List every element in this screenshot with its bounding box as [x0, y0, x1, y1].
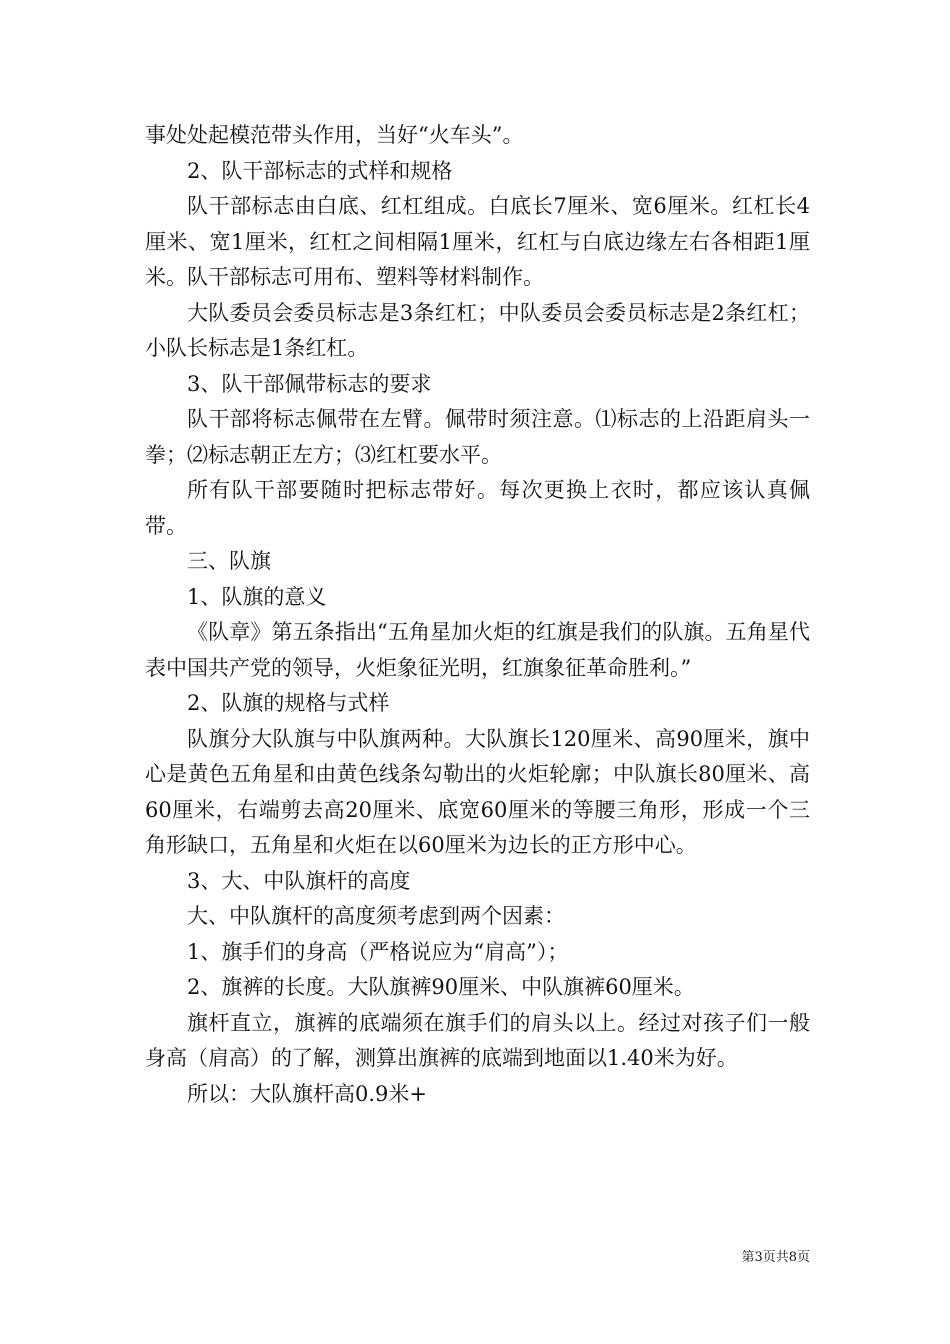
- document-body: [145, 118, 810, 1112]
- section-heading: 3、队干部佩带标志的要求: [187, 371, 432, 396]
- list-item: 1、旗手们的身高（严格说应为“肩高”）；: [187, 939, 569, 964]
- section-heading: 2、队旗的规格与式样: [187, 691, 390, 715]
- chapter-heading: 三、队旗: [187, 549, 271, 573]
- paragraph: 所以：大队旗杆高0.9米+: [187, 1081, 427, 1106]
- page-number: 第3页共8页: [741, 1250, 810, 1265]
- paragraph: 所有队干部要随时把标志带好。每次更换上衣时，都应该认真佩带。: [145, 478, 810, 538]
- paragraph: 大队委员会委员标志是3条红杠；中队委员会委员标志是2条红杠；小队长标志是1条红杠。: [145, 300, 810, 360]
- section-heading: 2、队干部标志的式样和规格: [187, 158, 453, 183]
- paragraph: 队干部将标志佩带在左臂。佩带时须注意。⑴标志的上沿距肩头一拳；⑵标志朝正左方；⑶红杠要水平。: [145, 407, 810, 467]
- paragraph: 大、中队旗杆的高度须考虑到两个因素：: [187, 904, 565, 928]
- paragraph: 旗杆直立，旗裤的底端须在旗手们的肩头以上。经过对孩子们一般身高（肩高）的了解，测算出旗裤的底端到地面以1.40米为好。: [145, 1010, 810, 1070]
- paragraph: 队干部标志由白底、红杠组成。白底长7厘米、宽6厘米。红杠长4厘米、宽1厘米，红杠之间相隔1厘米，红杠与白底边缘左右各相距1厘米。队干部标志可用布、塑料等材料制作。: [145, 194, 810, 289]
- section-heading: 3、大、中队旗杆的高度: [187, 868, 411, 893]
- paragraph: 队旗分大队旗与中队旗两种。大队旗长120厘米、高90厘米，旗中心是黄色五角星和由黄色线条勾勒出的火炬轮廓；中队旗长80厘米、高60厘米，右端剪去高20厘米、底宽60厘米的等腰三角形，形成一个三角形缺口，五角星和火炬在以60厘米为边长的正方形中心。: [145, 726, 810, 857]
- paragraph: 事处处起模范带头作用，当好“火车头”。: [145, 123, 524, 147]
- paragraph: 《队章》第五条指出“五角星加火炬的红旗是我们的队旗。五角星代表中国共产党的领导，火炬象征光明，红旗象征革命胜利。”: [145, 620, 810, 680]
- section-heading: 1、队旗的意义: [187, 584, 327, 609]
- list-item: 2、旗裤的长度。大队旗裤90厘米、中队旗裤60厘米。: [187, 975, 695, 999]
